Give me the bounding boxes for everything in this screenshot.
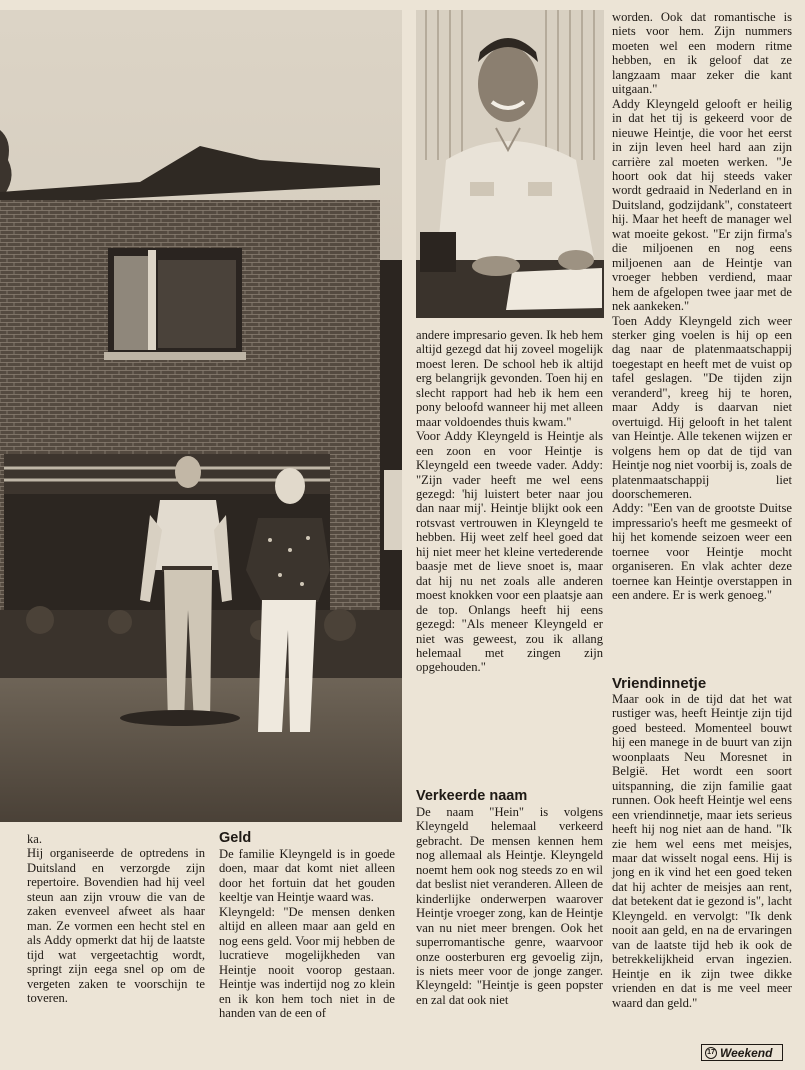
article-column-4-lower: [612, 675, 792, 1010]
article-column-4: [612, 10, 792, 603]
paragraph: Voor Addy Kleyngeld is Heintje als een zoon en voor Heintje is Kleyngeld een tweede vader. Addy: "Zijn vader heeft me wel eens gezegd: 'hij luistert beter naar jou dan naar mij'. Heintje blijkt ook een rotsvast vertrouwen in Kleyngeld te hebben. Hij weet zelf heel goed dat hij niet meer het kleine vertederende baasje met de lieve snoet is, maar dat hij nu net zoals alle anderen moest knokken voor een plaatsje aan de top. Onlangs heeft hij eens gezegd: "Als meneer Kleyngeld er niet was geweest, zou ik allang helemaal met zingen zijn opgehouden.": [416, 429, 603, 675]
house-couple-photo: [0, 10, 402, 822]
paragraph: Addy Kleyngeld gelooft er heilig in dat het tij is gekeerd voor de nieuwe Heintje, die voor het eerst in zijn leven heel hard aan zijn carrière zal moeten werken. "Je hoort ook dat hij steeds vaker wordt gedraaid in Nederland en in Duitsland, godzijdank", constateert hij. Maar het heeft de manager wel wat moeite gekost. "Er zijn firma's die miljoenen en nog eens miljoenen aan de Heintje van vroeger hebben verdiend, maar hem de afgelopen twee jaar met de nek aankeken.": [612, 96, 792, 314]
brand-name: Weekend: [720, 1045, 773, 1060]
section-heading-vriendinnetje: Vriendinnetje: [612, 675, 707, 692]
paragraph: andere impresario geven. Ik heb hem altijd gezegd dat hij zoveel mogelijk moest leren. De school heb ik altijd erg belangrijk gevonden. Toen hij en slecht rapport had heb ik hem een pony beloofd wanneer hij met alleen maar voldoendes thuis kwam.": [416, 328, 603, 429]
page-number: 17: [705, 1047, 717, 1059]
photo-man-desk-icon: [416, 10, 604, 318]
paragraph: ka.: [27, 832, 43, 846]
weekend-logo: [701, 1044, 783, 1061]
article-column-3: [416, 328, 603, 675]
article-column-1: [27, 832, 205, 1005]
photo-house-couple-icon: [0, 10, 402, 822]
paragraph: Hij organiseerde de optredens in Duitsland en verzorgde zijn repertoire. Bovendien had hij veel steun aan zijn vrouw die van de zaken evenveel afweet als haar man. Ze vormen een hecht stel en als Addy opmerkt dat hij de laatste tijd wat vergeetachtig wordt, springt zijn eega snel op om de vergeten zaken te voorschijn te toveren.: [27, 846, 205, 1005]
section-heading-verkeerde-naam: Verkeerde naam: [416, 788, 528, 804]
paragraph: Addy: "Een van de grootste Duitse impressario's heeft me gesmeekt of hij het komende seizoen weer een toernee voor Heintje mocht organiseren. En vlak achter deze toernee kan Heintje overstappen in een andere. Er is werk genoeg.": [612, 501, 792, 603]
man-desk-photo: [416, 10, 604, 318]
article-column-2: [219, 830, 395, 1020]
paragraph: De familie Kleyngeld is in goede doen, maar dat komt niet alleen door het fortuin dat het gouden keeltje van Heintje waard was.: [219, 847, 395, 905]
paragraph: De naam "Hein" is volgens Kleyngeld helemaal verkeerd gebracht. De mensen kennen hem nog allemaal als Heintje. Kleyngeld noemt hem ook nog steeds zo en wil dat beslist niet veranderen. Alleen de kinderlijke onderwerpen waarover Heintje vroeger zong, kan de Heintje van nu niet meer brengen. Ook het superromantische genre, waarvoor onze oosterburen erg gevoelig zijn, is niets meer voor de jonge zanger. Kleyngeld: "Heintje is geen popster en zal dat ook niet: [416, 805, 603, 1007]
article-column-3-lower: [416, 788, 603, 1007]
paragraph: worden. Ook dat romantische is niets voor hem. Zijn nummers moeten wel een modern ritme hebben, en ik geloof dat ze langzaam maar zeker die kant uitgaan.": [612, 10, 792, 97]
section-heading-geld: Geld: [219, 830, 252, 846]
paragraph: Kleyngeld: "De mensen denken altijd en alleen maar aan geld en nog eens geld. Voor mij hebben de lucratieve mogelijkheden van Heintje nooit voorop gestaan. Heintje was indertijd nog zo klein en ik kon hem toch niet in de handen van de een of: [219, 904, 395, 1020]
paragraph: Toen Addy Kleyngeld zich weer sterker ging voelen is hij op een dag naar de platenmaatschappij toegestapt en heeft met de vuist op tafel geslagen. "De tijden zijn veranderd", kreeg hij te horen, maar Addy is daarvan niet overtuigd. Hij gelooft in het talent van Heintje. Alle tekenen wijzen er volgens hem op dat de tijd van Heintje nog niet voorbij is, zoals de platenmaatschappij liet doorschemeren.: [612, 313, 792, 501]
paragraph: Maar ook in de tijd dat het wat rustiger was, heeft Heintje zijn tijd goed besteed. Momenteel bouwt hij een manege in de buurt van zijn woonplaats Neu Moresnet in België. Het wordt een soort uitspanning, die zijn familie gaat runnen. Ook heeft Heintje wel eens een vriendinnetje, maar iets serieus heeft hij nog niet aan de hand. "Ik zie hem wel eens met meisjes, maar dat wisselt nogal eens. Hij is jong en ik vind het een goed teken dat hij achter de meisjes aan rent, dat betekent dat ie gezond is", lacht Kleyngeld. en vervolgt: "Ik denk nooit aan geld, en na de ervaringen van de laatste tijd heb ik ook de betrekkelijkheid ervan ingezien. Heintje en ik zijn twee dikke vrienden en dat is me veel meer waard dan geld.": [612, 692, 792, 1010]
